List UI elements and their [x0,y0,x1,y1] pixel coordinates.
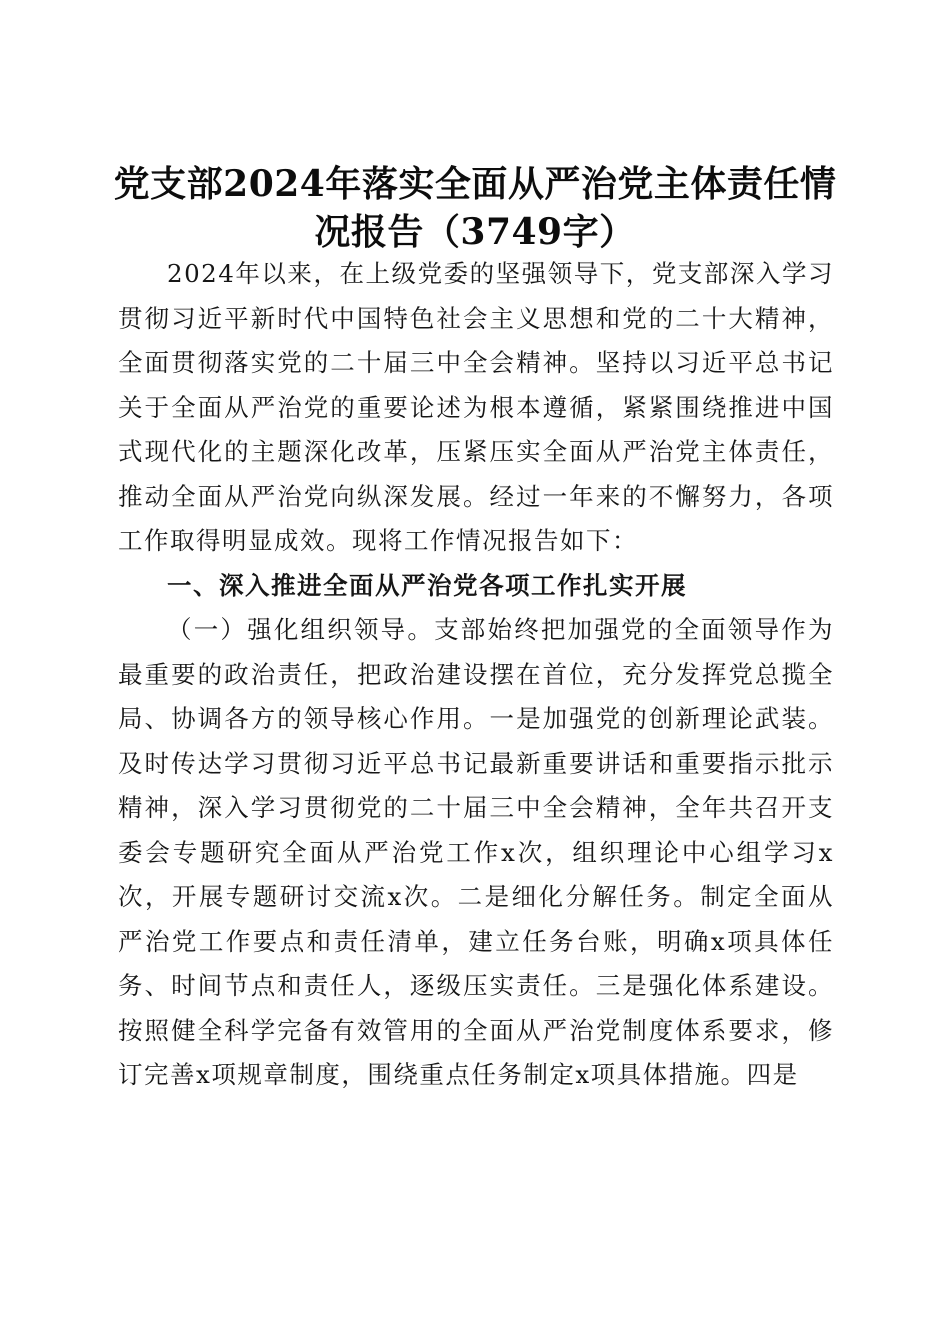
title-line-1: 党支部2024年落实全面从严治党主体责任情 [113,163,837,206]
subsection-paragraph-1 [118,608,834,1098]
title-line-2: 况报告（3749字） [314,211,636,254]
document-body [118,252,834,1098]
intro-paragraph: 2024年以来，在上级党委的坚强领导下，党支部深入学习贯彻习近平新时代中国特色社会主义思想和党的二十大精神，全面贯彻落实党的二十届三中全会精神。坚持以习近平总书记关于全面从严治党的重要论述为根本遵循，紧紧围绕推进中国式现代化的主题深化改革，压紧压实全面从严治党主体责任，推动全面从严治党向纵深发展。经过一年来的不懈努力，各项工作取得明显成效。现将工作情况报告如下： [118,259,834,555]
document-title [110,160,840,256]
section-heading-1: 一、深入推进全面从严治党各项工作扎实开展 [167,570,687,600]
subsection-heading-1: （一）强化组织领导。 [167,615,435,644]
subsection-paragraph-1-text: 支部始终把加强党的全面领导作为最重要的政治责任，把政治建设摆在首位，充分发挥党总揽全局、协调各方的领导核心作用。一是加强党的创新理论武装。及时传达学习贯彻习近平总书记最新重要讲话和重要指示批示精神，深入学习贯彻党的二十届三中全会精神，全年共召开支委会专题研究全面从严治党工作x次，组织理论中心组学习x次，开展专题研讨交流x次。二是细化分解任务。制定全面从严治党工作要点和责任清单，建立任务台账，明确x项具体任务、时间节点和责任人，逐级压实责任。三是强化体系建设。按照健全科学完备有效管用的全面从严治党制度体系要求，修订完善x项规章制度，围绕重点任务制定x项具体措施。四是 [118,615,835,1089]
